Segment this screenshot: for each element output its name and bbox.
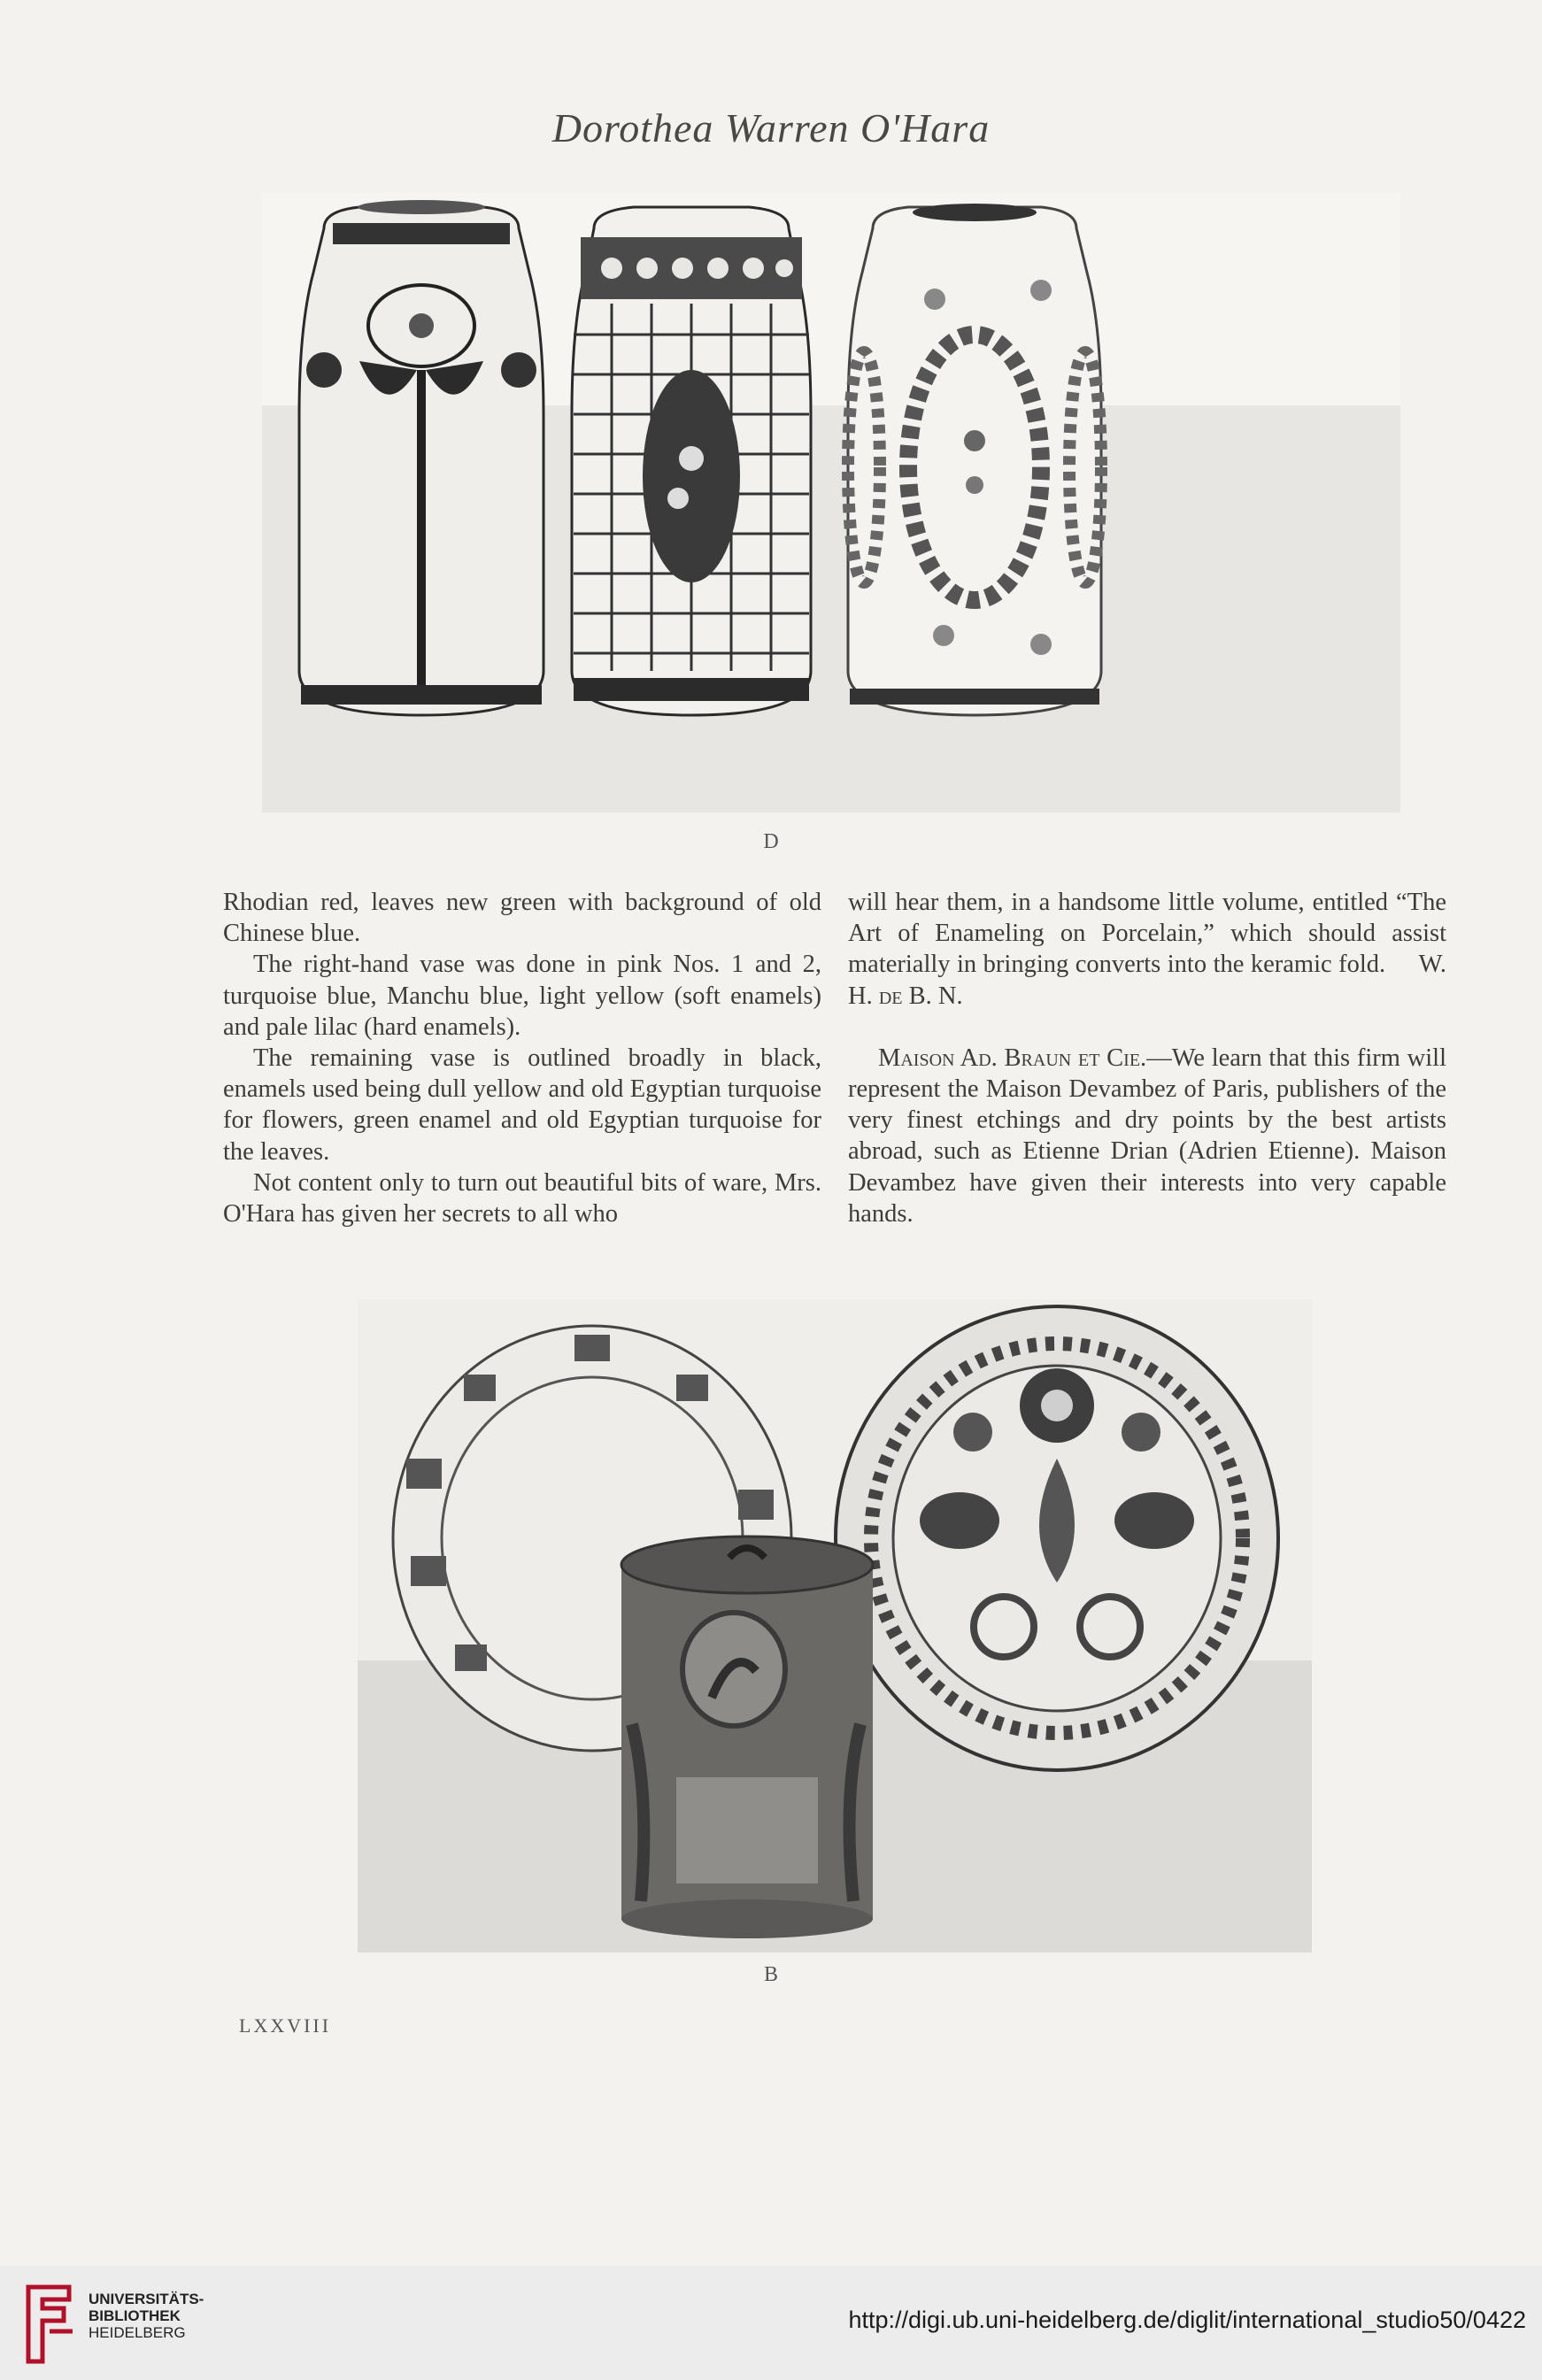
plate-caption-top: D	[763, 830, 779, 853]
plate-caption-bottom: B	[763, 1963, 778, 1986]
library-name-line: HEIDELBERG	[89, 2324, 186, 2341]
author-signature: W. H. de B. N.	[848, 951, 1447, 1010]
lidded-box	[621, 1537, 873, 1938]
right-vase	[848, 204, 1101, 715]
right-paragraph	[848, 1043, 1446, 1229]
right-paragraph-text: will hear them, in a handsome little volume, entitled “The Art of Enameling on Porcelain,” which should assist materially in bringing converts into the keramic fold.	[848, 889, 1446, 979]
library-name-line: BIBLIOTHEK	[89, 2307, 181, 2324]
library-name	[89, 2291, 204, 2341]
ceramics-photograph	[358, 1299, 1312, 1953]
right-text-column	[848, 887, 1446, 1229]
firm-name: Maison Ad. Braun et Cie.	[878, 1044, 1147, 1072]
right-paragraph-text: —We learn that this firm will represent the Maison Devambez of Paris, publishers of the very finest etchings and dry points by the best artists abroad, such as Etienne Drian (Adrien Etienne). Maison Devambez have given their interests into very capable hands.	[848, 1044, 1447, 1228]
library-logo-icon	[19, 2282, 78, 2367]
left-paragraph: The remaining vase is outlined broadly in black, enamels used being dull yellow and old Egyptian turquoise for flowers, green enamel and old Egyptian turquoise for the leaves.	[223, 1044, 821, 1166]
source-url-link[interactable]: http://digi.ub.uni-heidelberg.de/diglit/international_studio50/0422	[848, 2307, 1526, 2333]
right-plate	[836, 1306, 1278, 1770]
page-folio: LXXVIII	[239, 2014, 332, 2037]
left-paragraph: Not content only to turn out beautiful bits of ware, Mrs. O'Hara has given her secrets to all who	[223, 1168, 821, 1229]
library-name-line: UNIVERSITÄTS-	[89, 2291, 204, 2307]
left-vase	[299, 200, 544, 715]
left-text-column	[223, 887, 821, 1229]
running-head: Dorothea Warren O'Hara	[551, 105, 991, 150]
vases-photograph	[262, 193, 1400, 813]
left-paragraph: The right-hand vase was done in pink Nos. 1 and 2, turquoise blue, Manchu blue, light yellow (soft enamels) and pale lilac (hard enamels).	[223, 951, 821, 1041]
left-paragraph: Rhodian red, leaves new green with background of old Chinese blue.	[223, 889, 821, 948]
right-paragraph	[848, 887, 1446, 1012]
middle-vase	[572, 207, 811, 715]
